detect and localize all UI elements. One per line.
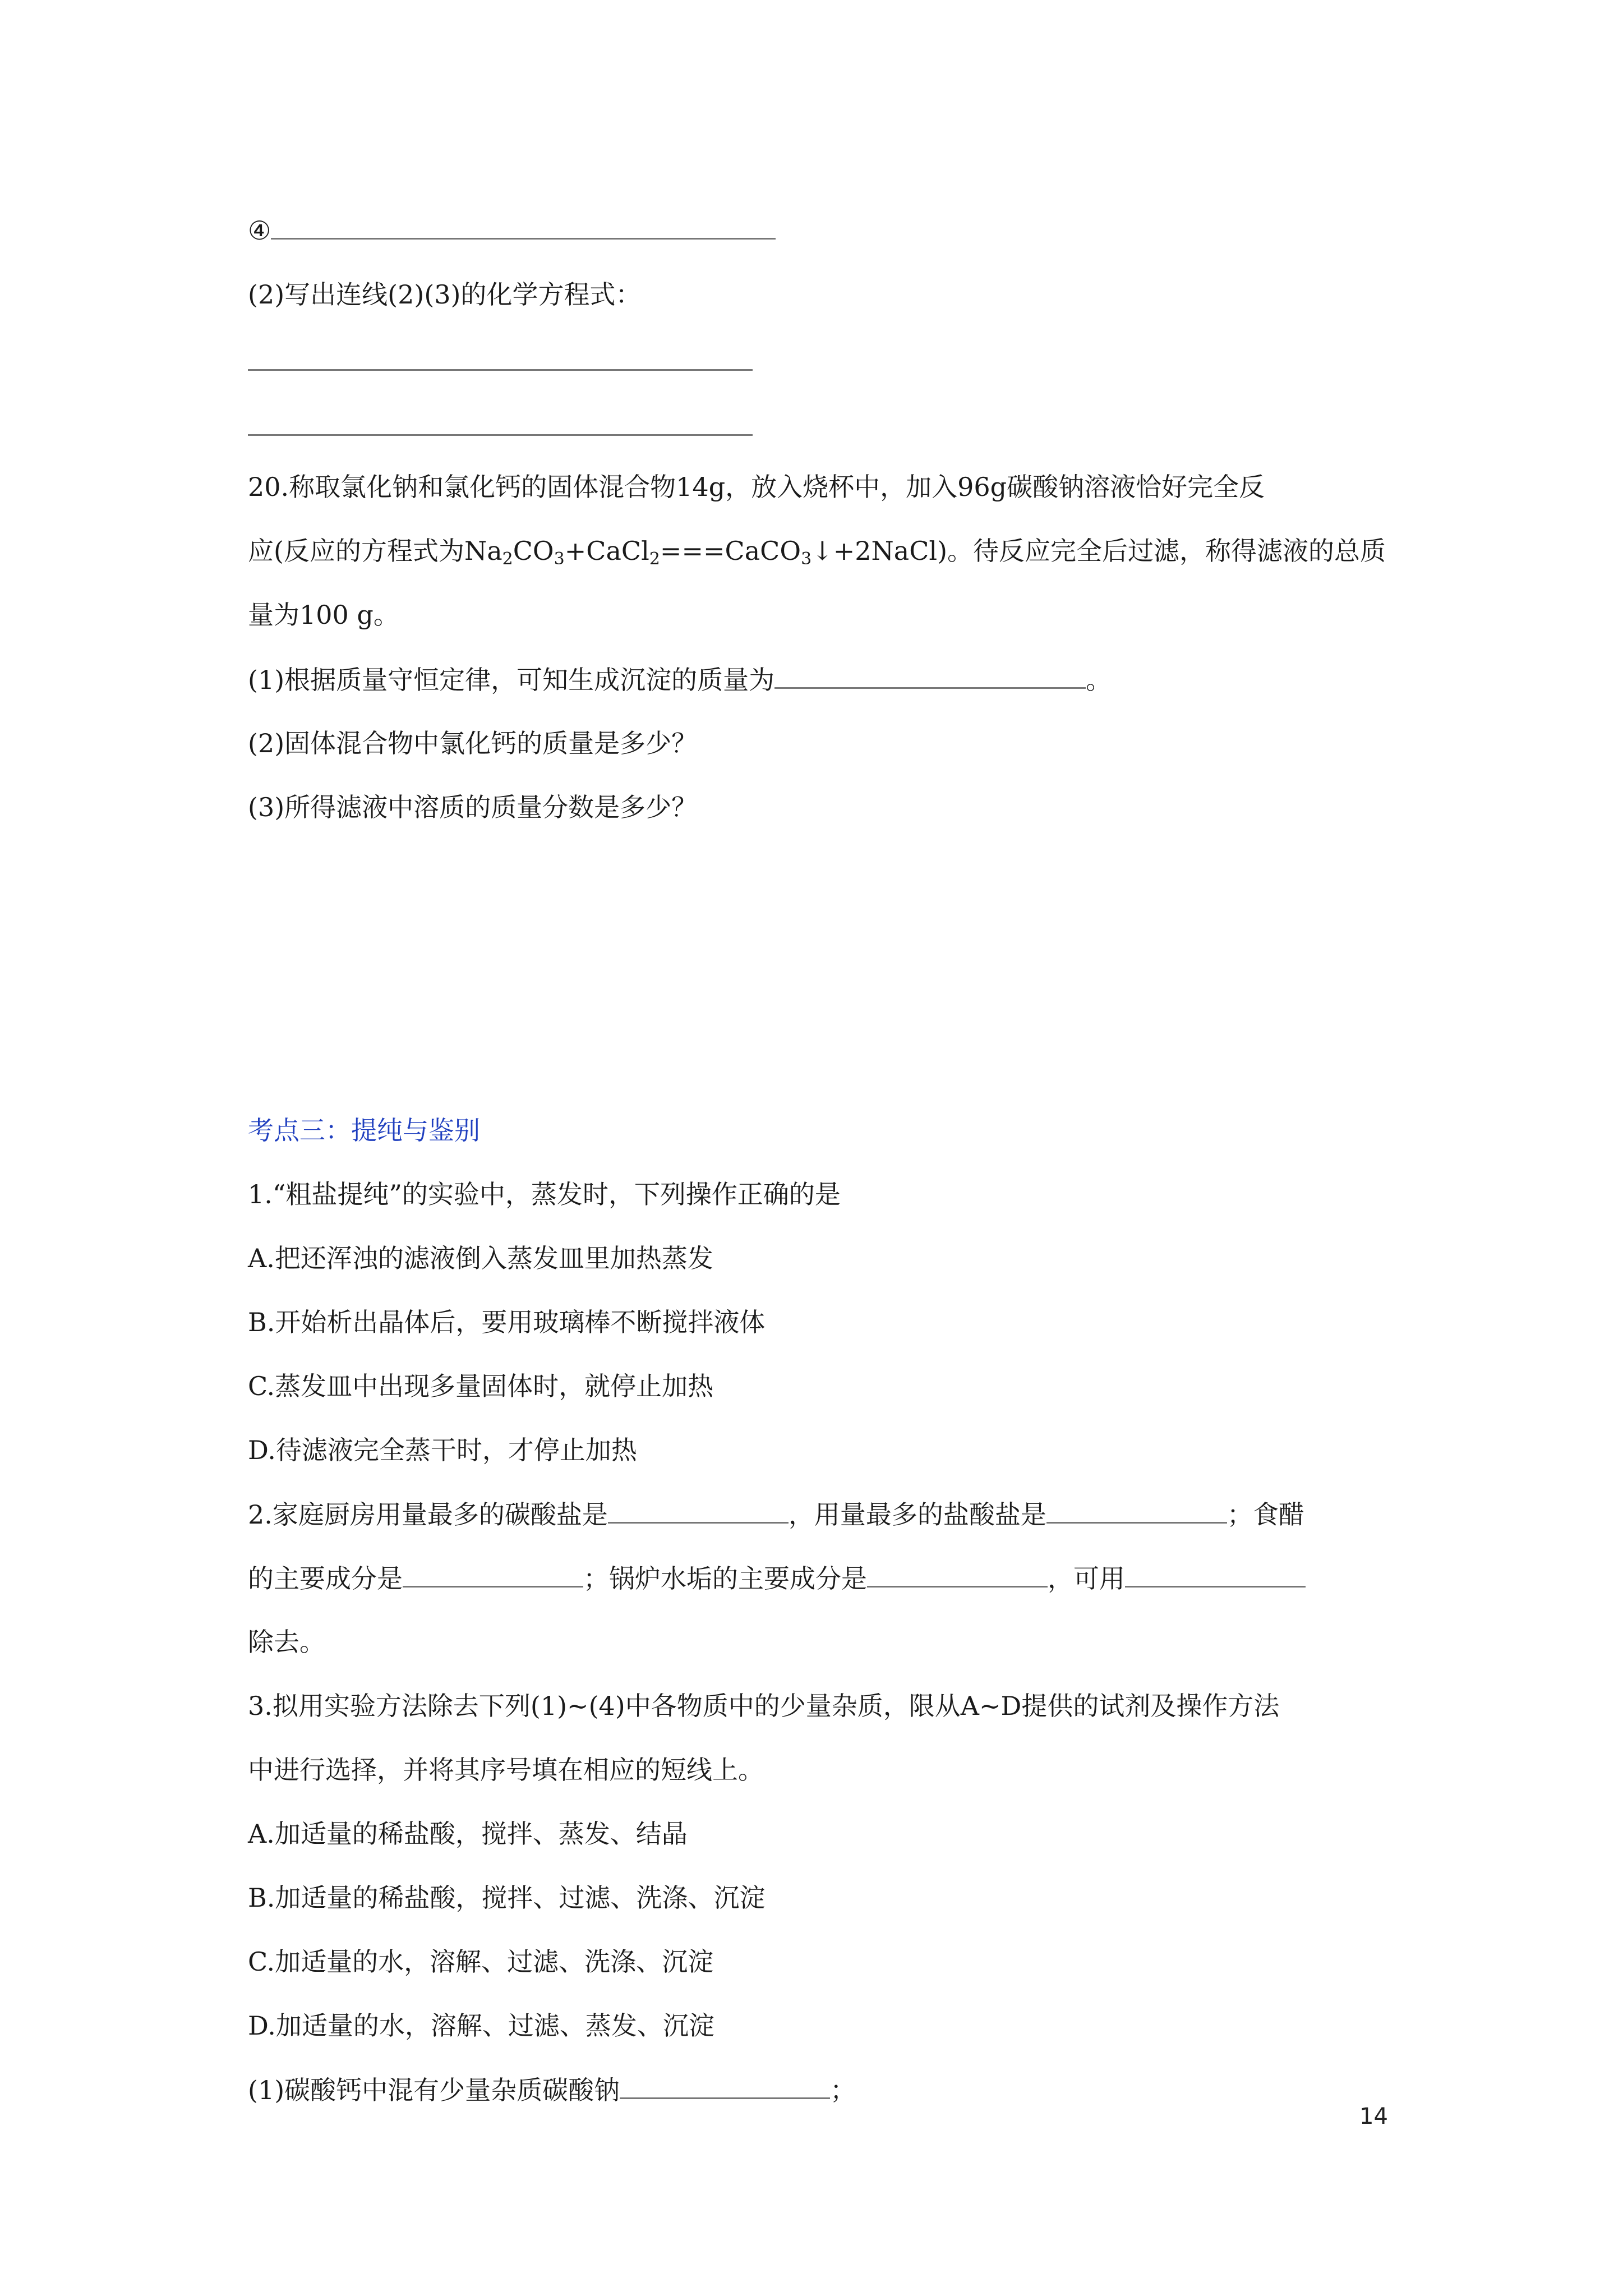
k2-text: ；食醋	[1227, 1499, 1304, 1530]
page-number: 14	[1359, 2104, 1388, 2129]
k1-option-b[interactable]: B.开始析出晶体后，要用玻璃棒不断搅拌液体	[248, 1307, 766, 1337]
k1-option-c[interactable]: C.蒸发皿中出现多量固体时，就停止加热	[248, 1371, 714, 1401]
k2-text: ，可用	[1048, 1563, 1125, 1594]
k1-option-a[interactable]: A.把还浑浊的滤液倒入蒸发皿里加热蒸发	[248, 1243, 713, 1273]
q20-text: 应(反应的方程式为Na	[248, 536, 502, 566]
vinegar-blank[interactable]	[403, 1561, 583, 1588]
k2-text: 2.家庭厨房用量最多的碳酸盐是	[248, 1499, 608, 1530]
q4-marker: ④	[248, 215, 271, 246]
k2-line-3: 除去。	[248, 1627, 325, 1657]
k1-stem: 1.“粗盐提纯”的实验中，蒸发时，下列操作正确的是	[248, 1179, 841, 1209]
k3-option-d[interactable]: D.加适量的水，溶解、过滤、蒸发、沉淀	[248, 2010, 714, 2041]
q20-sub-1-end: 。	[1086, 665, 1112, 695]
section-title: 考点三：提纯与鉴别	[248, 1115, 480, 1145]
k3-option-b[interactable]: B.加适量的稀盐酸，搅拌、过滤、洗涤、沉淀	[248, 1883, 766, 1913]
q20-line-1: 20.称取氯化钠和氯化钙的固体混合物14g，放入烧杯中，加入96g碳酸钠溶液恰好完全反	[248, 472, 1265, 502]
subscript: 2	[649, 549, 660, 569]
q20-line-2	[248, 534, 1386, 568]
k3-sub-1	[248, 2073, 856, 2107]
q2-label: (2)写出连线(2)(3)的化学方程式：	[248, 279, 642, 310]
q20-text: ===CaCO	[660, 536, 801, 566]
equation-answer-line-2[interactable]	[248, 434, 753, 436]
q20-sub-1-text: (1)根据质量守恒定律，可知生成沉淀的质量为	[248, 665, 775, 695]
k2-line-1	[248, 1497, 1304, 1531]
q20-sub-1	[248, 662, 1112, 697]
k3-option-c[interactable]: C.加适量的水，溶解、过滤、洗涤、沉淀	[248, 1947, 714, 1977]
k3-line-2: 中进行选择，并将其序号填在相应的短线上。	[248, 1755, 764, 1785]
k3-option-a[interactable]: A.加适量的稀盐酸，搅拌、蒸发、结晶	[248, 1819, 688, 1849]
q20-text: CO	[513, 536, 554, 566]
q20-sub-2: (2)固体混合物中氯化钙的质量是多少？	[248, 728, 698, 758]
precipitate-mass-blank[interactable]	[774, 662, 1086, 689]
chloride-blank[interactable]	[1046, 1497, 1227, 1524]
calcium-carbonate-blank[interactable]	[620, 2073, 830, 2099]
k2-text: 的主要成分是	[248, 1563, 403, 1594]
k1-option-d[interactable]: D.待滤液完全蒸干时，才停止加热	[248, 1435, 637, 1465]
q4-answer-line	[248, 213, 776, 247]
equation-answer-line-1[interactable]	[248, 369, 753, 371]
subscript: 3	[554, 549, 565, 569]
carbonate-blank[interactable]	[608, 1497, 789, 1524]
k2-text: ，用量最多的盐酸盐是	[788, 1499, 1046, 1530]
k3-sub-1-end: ；	[830, 2075, 856, 2105]
k3-line-1: 3.拟用实验方法除去下列(1)~(4)中各物质中的少量杂质，限从A~D提供的试剂及操作方法	[248, 1691, 1280, 1721]
q20-line-3: 量为100 g。	[248, 600, 399, 630]
q4-answer-blank[interactable]	[271, 213, 776, 240]
k2-line-2	[248, 1561, 1306, 1595]
q20-text: +CaCl	[564, 536, 649, 566]
k3-sub-1-text: (1)碳酸钙中混有少量杂质碳酸钠	[248, 2075, 620, 2105]
q20-text: ↓+2NaCl)。待反应完全后过滤，称得滤液的总质	[811, 536, 1386, 566]
subscript: 2	[502, 549, 513, 569]
subscript: 3	[801, 549, 812, 569]
k2-text: ；锅炉水垢的主要成分是	[583, 1563, 867, 1594]
remover-blank[interactable]	[1125, 1561, 1306, 1588]
scale-blank[interactable]	[867, 1561, 1048, 1588]
q20-sub-3: (3)所得滤液中溶质的质量分数是多少？	[248, 792, 698, 822]
